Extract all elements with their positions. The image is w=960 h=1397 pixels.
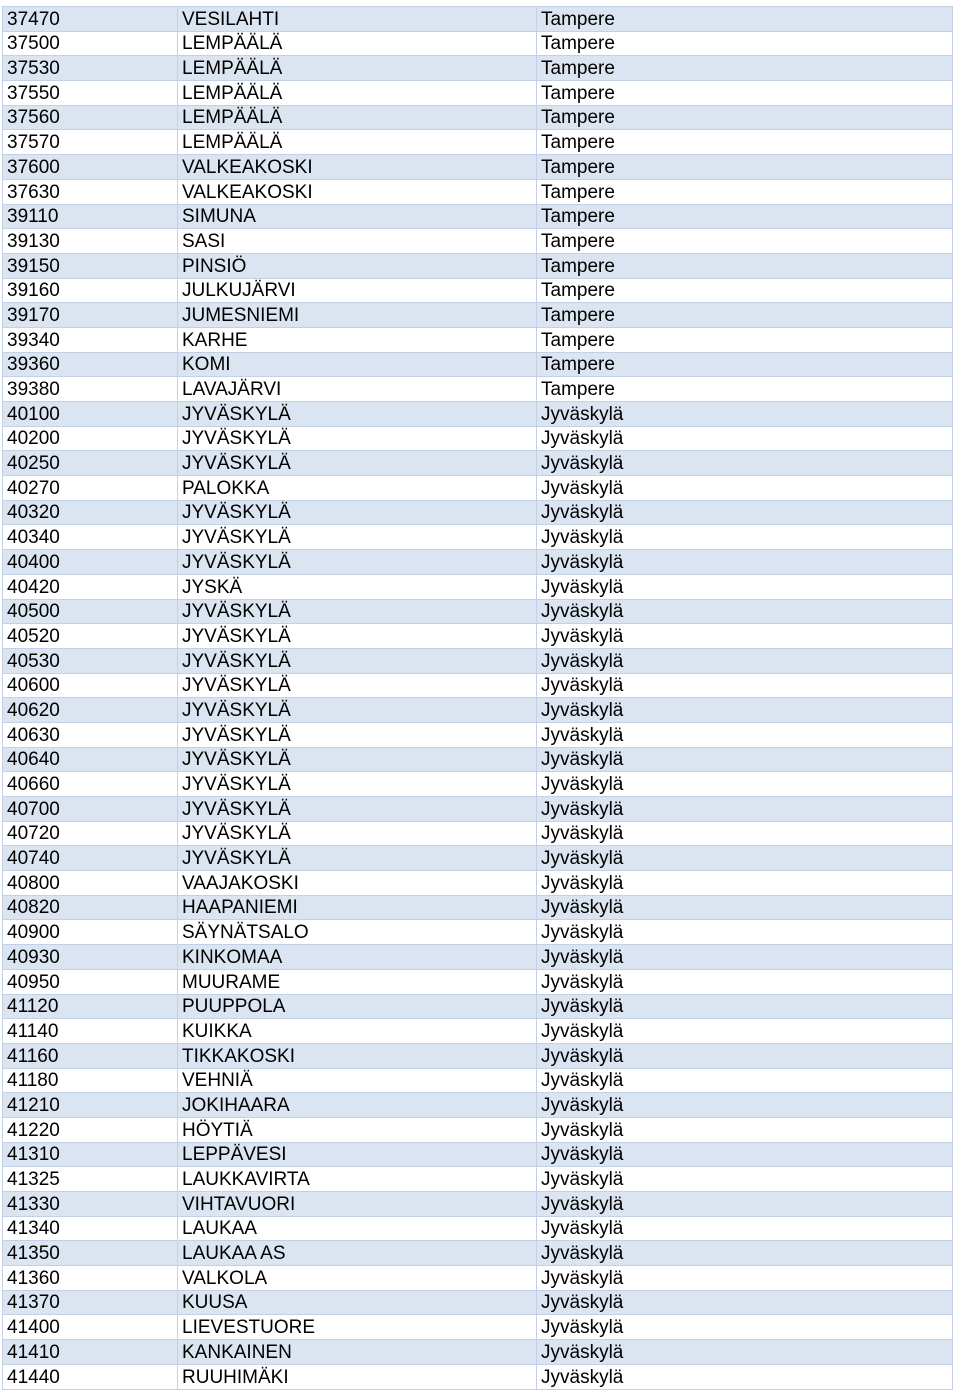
table-row: [3, 7, 953, 32]
locality-cell: LEMPÄÄLÄ: [178, 130, 537, 155]
region-cell: Jyväskylä: [537, 945, 953, 970]
postal-code-cell: 41340: [3, 1216, 178, 1241]
region-cell: Tampere: [537, 56, 953, 81]
postal-code-cell: 39110: [3, 204, 178, 229]
postal-code-cell: 40950: [3, 969, 178, 994]
postal-code-cell: 40640: [3, 747, 178, 772]
table-row: [3, 1167, 953, 1192]
table-row: [3, 130, 953, 155]
region-cell: Jyväskylä: [537, 673, 953, 698]
postal-code-cell: 40900: [3, 920, 178, 945]
table-row: [3, 895, 953, 920]
locality-cell: LIEVESTUORE: [178, 1315, 537, 1340]
table-row: [3, 871, 953, 896]
postal-code-cell: 41410: [3, 1340, 178, 1365]
region-cell: Tampere: [537, 204, 953, 229]
table-row: [3, 1093, 953, 1118]
locality-cell: VALKEAKOSKI: [178, 155, 537, 180]
locality-cell: JUMESNIEMI: [178, 303, 537, 328]
postal-code-cell: 40820: [3, 895, 178, 920]
table-row: [3, 747, 953, 772]
postal-code-cell: 41350: [3, 1241, 178, 1266]
locality-cell: KANKAINEN: [178, 1340, 537, 1365]
locality-cell: SASI: [178, 229, 537, 254]
postal-code-cell: 40720: [3, 821, 178, 846]
table-row: [3, 31, 953, 56]
postal-code-cell: 40400: [3, 550, 178, 575]
postal-code-table: [2, 6, 953, 1390]
postal-code-cell: 37570: [3, 130, 178, 155]
region-cell: Jyväskylä: [537, 920, 953, 945]
locality-cell: LEMPÄÄLÄ: [178, 56, 537, 81]
table-row: [3, 1216, 953, 1241]
postal-code-cell: 40630: [3, 722, 178, 747]
postal-code-cell: 41210: [3, 1093, 178, 1118]
region-cell: Tampere: [537, 155, 953, 180]
table-row: [3, 155, 953, 180]
table-row: [3, 1340, 953, 1365]
locality-cell: SIMUNA: [178, 204, 537, 229]
postal-code-cell: 40620: [3, 698, 178, 723]
region-cell: Jyväskylä: [537, 698, 953, 723]
region-cell: Tampere: [537, 130, 953, 155]
postal-code-cell: 40930: [3, 945, 178, 970]
locality-cell: LAUKAA AS: [178, 1241, 537, 1266]
table-row: [3, 722, 953, 747]
table-row: [3, 426, 953, 451]
locality-cell: LEPPÄVESI: [178, 1142, 537, 1167]
locality-cell: VALKOLA: [178, 1266, 537, 1291]
postal-code-cell: 40500: [3, 599, 178, 624]
region-cell: Jyväskylä: [537, 1142, 953, 1167]
table-row: [3, 327, 953, 352]
postal-code-cell: 41120: [3, 994, 178, 1019]
table-row: [3, 1290, 953, 1315]
table-row: [3, 402, 953, 427]
locality-cell: MUURAME: [178, 969, 537, 994]
region-cell: Jyväskylä: [537, 1364, 953, 1389]
table-row: [3, 994, 953, 1019]
postal-code-cell: 39380: [3, 377, 178, 402]
table-row: [3, 1019, 953, 1044]
region-cell: Jyväskylä: [537, 402, 953, 427]
table-row: [3, 1241, 953, 1266]
table-row: [3, 253, 953, 278]
locality-cell: VESILAHTI: [178, 7, 537, 32]
locality-cell: RUUHIMÄKI: [178, 1364, 537, 1389]
table-row: [3, 105, 953, 130]
locality-cell: PINSIÖ: [178, 253, 537, 278]
table-row: [3, 673, 953, 698]
table-row: [3, 476, 953, 501]
table-row: [3, 500, 953, 525]
postal-code-cell: 37470: [3, 7, 178, 32]
postal-code-cell: 40420: [3, 574, 178, 599]
locality-cell: TIKKAKOSKI: [178, 1043, 537, 1068]
locality-cell: JULKUJÄRVI: [178, 278, 537, 303]
region-cell: Tampere: [537, 278, 953, 303]
region-cell: Jyväskylä: [537, 722, 953, 747]
region-cell: Jyväskylä: [537, 797, 953, 822]
table-row: [3, 179, 953, 204]
locality-cell: JYVÄSKYLÄ: [178, 797, 537, 822]
postal-code-cell: 40740: [3, 846, 178, 871]
region-cell: Jyväskylä: [537, 1117, 953, 1142]
locality-cell: JYVÄSKYLÄ: [178, 747, 537, 772]
table-row: [3, 550, 953, 575]
table-row: [3, 303, 953, 328]
locality-cell: KINKOMAA: [178, 945, 537, 970]
region-cell: Jyväskylä: [537, 895, 953, 920]
postal-code-cell: 39130: [3, 229, 178, 254]
postal-code-cell: 40270: [3, 476, 178, 501]
region-cell: Tampere: [537, 7, 953, 32]
postal-code-cell: 39170: [3, 303, 178, 328]
postal-code-cell: 40200: [3, 426, 178, 451]
table-row: [3, 945, 953, 970]
locality-cell: LAVAJÄRVI: [178, 377, 537, 402]
locality-cell: JYVÄSKYLÄ: [178, 648, 537, 673]
region-cell: Jyväskylä: [537, 1167, 953, 1192]
postal-code-cell: 39150: [3, 253, 178, 278]
locality-cell: JYVÄSKYLÄ: [178, 599, 537, 624]
locality-cell: LEMPÄÄLÄ: [178, 105, 537, 130]
region-cell: Jyväskylä: [537, 821, 953, 846]
region-cell: Tampere: [537, 229, 953, 254]
table-row: [3, 648, 953, 673]
region-cell: Tampere: [537, 179, 953, 204]
region-cell: Jyväskylä: [537, 426, 953, 451]
table-row: [3, 81, 953, 106]
region-cell: Jyväskylä: [537, 772, 953, 797]
postal-code-cell: 37630: [3, 179, 178, 204]
locality-cell: LAUKKAVIRTA: [178, 1167, 537, 1192]
locality-cell: PALOKKA: [178, 476, 537, 501]
table-row: [3, 1266, 953, 1291]
table-row: [3, 204, 953, 229]
postal-code-cell: 40700: [3, 797, 178, 822]
postal-code-cell: 41440: [3, 1364, 178, 1389]
locality-cell: LEMPÄÄLÄ: [178, 81, 537, 106]
postal-code-cell: 40100: [3, 402, 178, 427]
table-row: [3, 352, 953, 377]
locality-cell: JYVÄSKYLÄ: [178, 525, 537, 550]
region-cell: Jyväskylä: [537, 1315, 953, 1340]
table-row: [3, 1068, 953, 1093]
region-cell: Jyväskylä: [537, 969, 953, 994]
postal-code-cell: 39340: [3, 327, 178, 352]
locality-cell: KOMI: [178, 352, 537, 377]
table-row: [3, 969, 953, 994]
postal-code-cell: 37500: [3, 31, 178, 56]
locality-cell: VEHNIÄ: [178, 1068, 537, 1093]
region-cell: Tampere: [537, 31, 953, 56]
region-cell: Jyväskylä: [537, 648, 953, 673]
table-row: [3, 1117, 953, 1142]
postal-code-cell: 40530: [3, 648, 178, 673]
locality-cell: JYVÄSKYLÄ: [178, 698, 537, 723]
locality-cell: JYVÄSKYLÄ: [178, 426, 537, 451]
postal-code-cell: 40340: [3, 525, 178, 550]
region-cell: Jyväskylä: [537, 599, 953, 624]
postal-code-cell: 40800: [3, 871, 178, 896]
region-cell: Jyväskylä: [537, 1068, 953, 1093]
table-row: [3, 56, 953, 81]
region-cell: Jyväskylä: [537, 500, 953, 525]
postal-code-cell: 41400: [3, 1315, 178, 1340]
postal-code-cell: 37550: [3, 81, 178, 106]
postal-code-cell: 41180: [3, 1068, 178, 1093]
postal-code-cell: 40600: [3, 673, 178, 698]
locality-cell: VAAJAKOSKI: [178, 871, 537, 896]
postal-code-cell: 41360: [3, 1266, 178, 1291]
region-cell: Jyväskylä: [537, 451, 953, 476]
postal-code-cell: 40250: [3, 451, 178, 476]
locality-cell: JYVÄSKYLÄ: [178, 500, 537, 525]
locality-cell: JYVÄSKYLÄ: [178, 673, 537, 698]
postal-code-cell: 41140: [3, 1019, 178, 1044]
region-cell: Tampere: [537, 327, 953, 352]
postal-code-cell: 40520: [3, 624, 178, 649]
region-cell: Jyväskylä: [537, 1093, 953, 1118]
region-cell: Jyväskylä: [537, 1266, 953, 1291]
locality-cell: JYVÄSKYLÄ: [178, 722, 537, 747]
table-row: [3, 1192, 953, 1217]
region-cell: Jyväskylä: [537, 1340, 953, 1365]
region-cell: Tampere: [537, 303, 953, 328]
postal-code-cell: 39360: [3, 352, 178, 377]
region-cell: Jyväskylä: [537, 1192, 953, 1217]
locality-cell: HAAPANIEMI: [178, 895, 537, 920]
table-row: [3, 599, 953, 624]
locality-cell: KUUSA: [178, 1290, 537, 1315]
postal-code-cell: 40660: [3, 772, 178, 797]
locality-cell: JYSKÄ: [178, 574, 537, 599]
table-row: [3, 229, 953, 254]
region-cell: Jyväskylä: [537, 476, 953, 501]
postal-code-cell: 41370: [3, 1290, 178, 1315]
table-row: [3, 574, 953, 599]
table-row: [3, 451, 953, 476]
locality-cell: JYVÄSKYLÄ: [178, 550, 537, 575]
locality-cell: VIHTAVUORI: [178, 1192, 537, 1217]
locality-cell: LEMPÄÄLÄ: [178, 31, 537, 56]
locality-cell: JYVÄSKYLÄ: [178, 451, 537, 476]
locality-cell: VALKEAKOSKI: [178, 179, 537, 204]
locality-cell: PUUPPOLA: [178, 994, 537, 1019]
table-row: [3, 525, 953, 550]
locality-cell: KARHE: [178, 327, 537, 352]
region-cell: Jyväskylä: [537, 1019, 953, 1044]
region-cell: Jyväskylä: [537, 747, 953, 772]
locality-cell: LAUKAA: [178, 1216, 537, 1241]
table-row: [3, 821, 953, 846]
region-cell: Jyväskylä: [537, 871, 953, 896]
region-cell: Jyväskylä: [537, 994, 953, 1019]
postal-code-cell: 41325: [3, 1167, 178, 1192]
table-row: [3, 1043, 953, 1068]
region-cell: Tampere: [537, 253, 953, 278]
table-row: [3, 1315, 953, 1340]
region-cell: Jyväskylä: [537, 1241, 953, 1266]
region-cell: Tampere: [537, 377, 953, 402]
locality-cell: JYVÄSKYLÄ: [178, 846, 537, 871]
postal-code-cell: 37560: [3, 105, 178, 130]
locality-cell: JOKIHAARA: [178, 1093, 537, 1118]
postal-code-cell: 41330: [3, 1192, 178, 1217]
table-body: [3, 7, 953, 1390]
region-cell: Jyväskylä: [537, 550, 953, 575]
table-row: [3, 920, 953, 945]
postal-code-cell: 40320: [3, 500, 178, 525]
postal-code-cell: 41310: [3, 1142, 178, 1167]
region-cell: Jyväskylä: [537, 1216, 953, 1241]
locality-cell: JYVÄSKYLÄ: [178, 821, 537, 846]
table-row: [3, 797, 953, 822]
locality-cell: JYVÄSKYLÄ: [178, 624, 537, 649]
table-row: [3, 772, 953, 797]
region-cell: Jyväskylä: [537, 846, 953, 871]
region-cell: Jyväskylä: [537, 525, 953, 550]
locality-cell: KUIKKA: [178, 1019, 537, 1044]
table-row: [3, 1142, 953, 1167]
table-row: [3, 377, 953, 402]
locality-cell: HÖYTIÄ: [178, 1117, 537, 1142]
region-cell: Tampere: [537, 81, 953, 106]
postal-code-cell: 41220: [3, 1117, 178, 1142]
table-row: [3, 1364, 953, 1389]
table-row: [3, 698, 953, 723]
postal-code-cell: 39160: [3, 278, 178, 303]
table-row: [3, 278, 953, 303]
postal-code-cell: 37530: [3, 56, 178, 81]
region-cell: Jyväskylä: [537, 574, 953, 599]
region-cell: Jyväskylä: [537, 1043, 953, 1068]
locality-cell: JYVÄSKYLÄ: [178, 402, 537, 427]
table-row: [3, 624, 953, 649]
locality-cell: SÄYNÄTSALO: [178, 920, 537, 945]
region-cell: Tampere: [537, 352, 953, 377]
postal-code-cell: 37600: [3, 155, 178, 180]
locality-cell: JYVÄSKYLÄ: [178, 772, 537, 797]
table-row: [3, 846, 953, 871]
postal-code-cell: 41160: [3, 1043, 178, 1068]
region-cell: Jyväskylä: [537, 1290, 953, 1315]
region-cell: Tampere: [537, 105, 953, 130]
region-cell: Jyväskylä: [537, 624, 953, 649]
